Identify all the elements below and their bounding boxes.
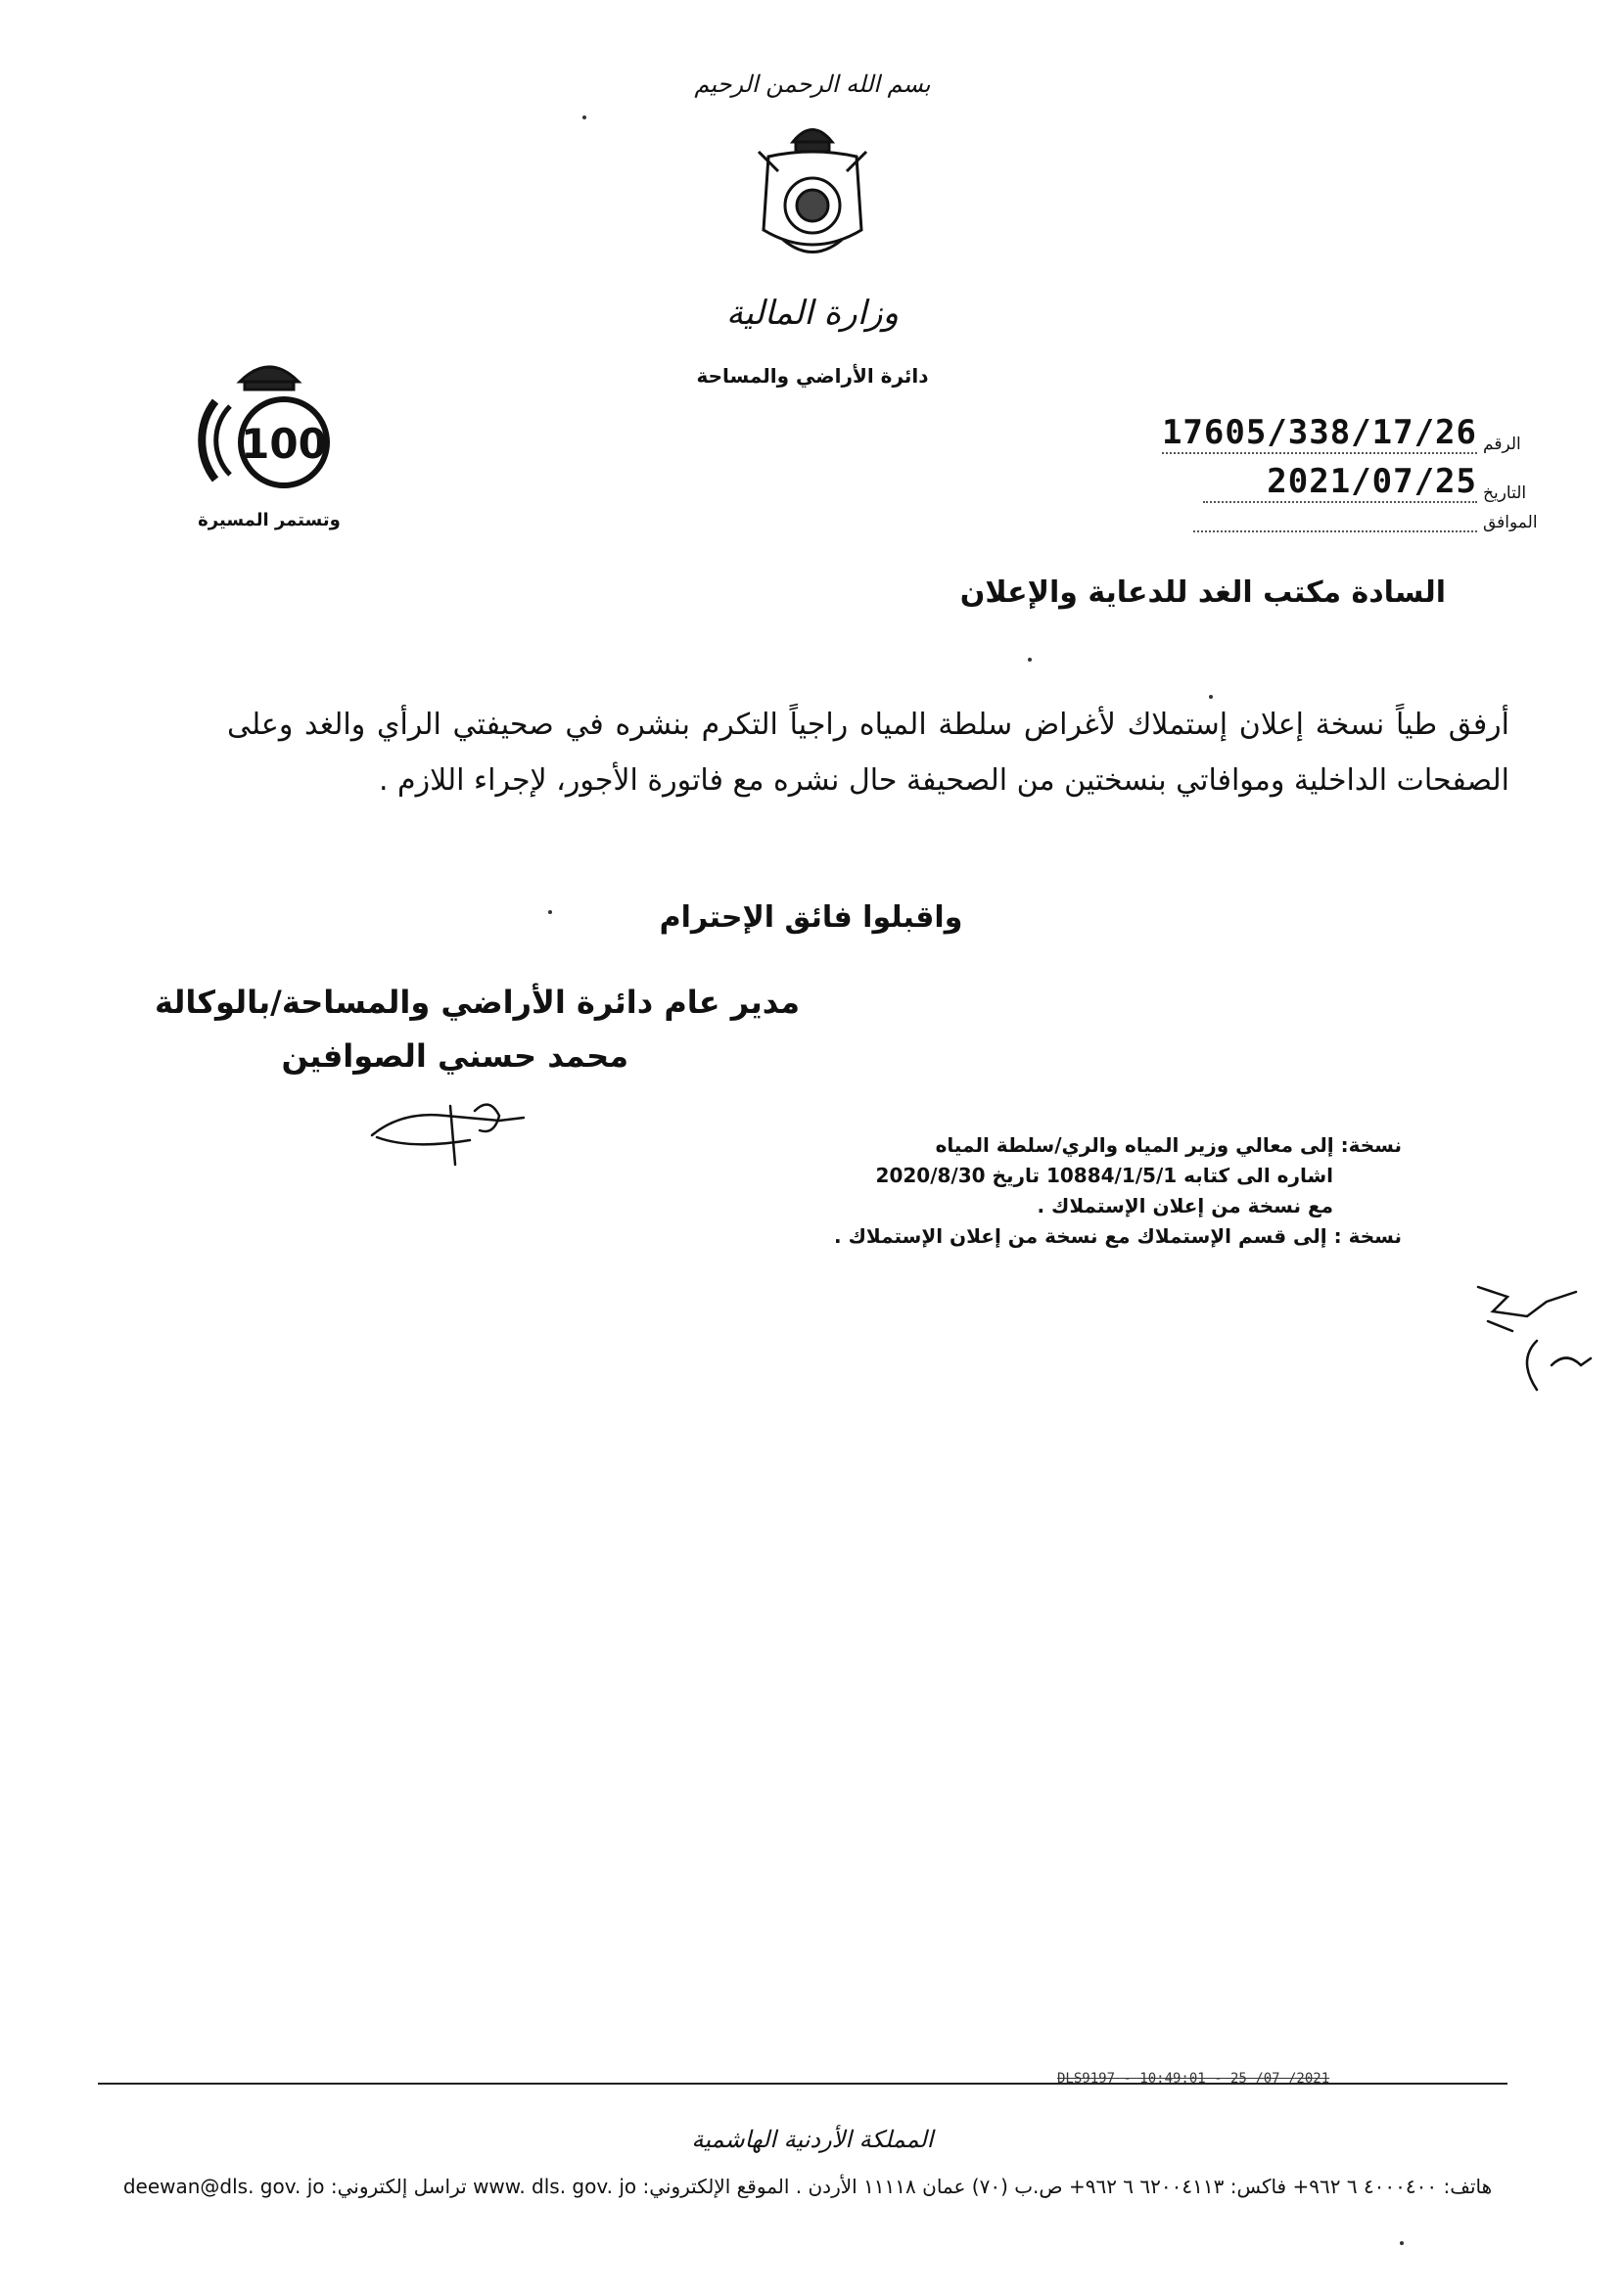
copy-line-attachment: مع نسخة من إعلان الإستملاك . [1037,1194,1333,1217]
closing-line: واقبلوا فائق الإحترام [659,900,963,935]
reference-date: 2021/07/25 [1203,462,1477,503]
reference-hijri-label: الموافق [1483,513,1538,532]
copy-line-reference: اشاره الى كتابه 10884/1/5/1 تاريخ 2020/8/30 [875,1164,1333,1187]
ministry-name: وزارة المالية [726,294,899,333]
coat-of-arms-icon [739,113,886,269]
basmala: بسم الله الرحمن الرحيم [694,70,931,98]
contact-info: هاتف: ٤٠٠٠٤٠٠ ٦ ٩٦٢+ فاكس: ٦٢٠٠٤١١٣ ٦ ٩٦٢+ ص.ب (٧٠) عمان ١١١١٨ الأردن . الموقع الإلكتروني: www. dls. gov. jo تراسل إلكتروني: deewan@dls. gov. jo [122,2175,1493,2198]
reference-number: 17605/338/17/26 [1161,413,1477,452]
handwritten-signature [352,1086,548,1174]
addressee: السادة مكتب الغد للدعاية والإعلان [959,575,1446,610]
reference-number-label: الرقم [1483,435,1521,454]
reference-date-label: التاريخ [1483,483,1527,503]
letter-body: أرفق طياً نسخة إعلان إستملاك لأغراض سلطة المياه راجياً التكرم بنشره في صحيفتي الرأي والغد وعلى الصفحات الداخلية وموافاتي بنسختين من الصحيفة حال نشره مع فاتورة الأجور، لإجراء اللازم . [227,708,1509,798]
centenary-logo [186,352,352,548]
reference-hijri-row [1035,489,1544,532]
copy-line-department: نسخة : إلى قسم الإستملاك مع نسخة من إعلان الإستملاك . [834,1224,1402,1248]
centenary-caption: وتستمر المسيرة [198,510,341,530]
copies-block [521,1130,1402,1252]
svg-text:100: 100 [241,420,327,468]
reference-number-row [1035,411,1544,454]
kingdom-name: المملكة الأردنية الهاشمية [691,2126,934,2153]
crown-icon [186,352,352,514]
print-stamp: DLS9197 - 10:49:01 - 25 /07 /2021 [1057,2071,1330,2087]
signatory-name: محمد حسني الصوافين [281,1037,628,1075]
copy-line-minister: نسخة: إلى معالي وزير المياه والري/سلطة المياه [935,1133,1402,1157]
signatory-title: مدير عام دائرة الأراضي والمساحة/بالوكالة [154,984,800,1021]
footer-divider [98,2083,1507,2085]
reference-hijri [1193,501,1477,532]
handwritten-annotation [1459,1272,1605,1400]
department-name: دائرة الأراضي والمساحة [696,364,929,388]
